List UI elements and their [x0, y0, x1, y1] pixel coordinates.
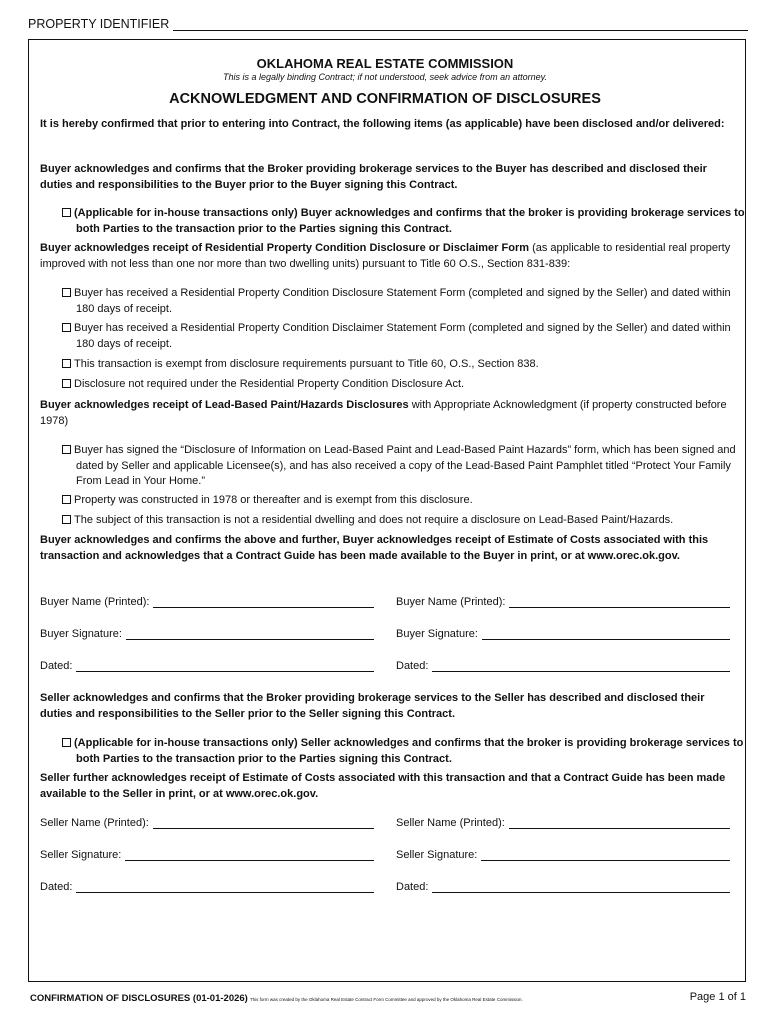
- rpcd-option-label: Disclosure not required under the Residential Property Condition Disclosure Act.: [74, 378, 465, 390]
- seller-signature-label: Seller Signature:: [396, 849, 478, 861]
- property-identifier-field[interactable]: [173, 17, 748, 31]
- lead-paragraph: [40, 398, 732, 429]
- buyer-broker-duties: Buyer acknowledges and confirms that the Broker providing brokerage services to the Buyer has described and disclosed their duties and responsibilities to the Buyer prior to the Buyer signing this Contract.: [40, 163, 707, 191]
- seller-name-field-2: [396, 816, 730, 829]
- buyer-dated-field-2: [396, 659, 730, 672]
- seller-name-label: Seller Name (Printed):: [396, 817, 505, 829]
- seller-dated-input[interactable]: [76, 880, 374, 893]
- buyer-dated-field-1: [40, 659, 374, 672]
- seller-dated-label: Dated:: [396, 881, 429, 893]
- seller-signature-label: Seller Signature:: [40, 849, 122, 861]
- rpcd-option: [62, 321, 746, 352]
- buyer-estimate-text: Buyer acknowledges and confirms the above and further, Buyer acknowledges receipt of Estimate of Costs associated with this transaction and acknowledges that a Contract Guide has been made available to the Buyer in print, or at www.orec.ok.gov.: [40, 534, 709, 562]
- commission-heading: OKLAHOMA REAL ESTATE COMMISSION: [256, 56, 514, 71]
- seller-broker-duties: Seller acknowledges and confirms that the Broker providing brokerage services to the Seller has described and disclosed their duties and responsibilities to the Seller prior to the Seller signing this Contract.: [40, 692, 705, 720]
- property-identifier-label: PROPERTY IDENTIFIER: [28, 17, 170, 31]
- buyer-signature-label: Buyer Signature:: [40, 628, 122, 640]
- rpcd-option-label: Buyer has received a Residential Property Condition Disclaimer Statement Form (completed and signed by the Seller) and dated within 180 days of receipt.: [74, 322, 731, 350]
- rpcd-option: [62, 286, 746, 317]
- buyer-dated-label: Dated:: [40, 660, 73, 672]
- lead-option: [62, 443, 746, 490]
- lead-exempt-checkbox[interactable]: [62, 495, 71, 504]
- buyer-name-input[interactable]: [153, 595, 374, 608]
- seller-inhouse-label: (Applicable for in-house transactions only) Seller acknowledges and confirms that the broker is providing brokerage services to both Parties to the transaction prior to the Parties signing this Contract.: [74, 737, 744, 765]
- buyer-dated-input[interactable]: [432, 659, 730, 672]
- lead-not-residential-checkbox[interactable]: [62, 515, 71, 524]
- buyer-inhouse-option: [62, 206, 746, 237]
- buyer-inhouse-checkbox[interactable]: [62, 208, 71, 217]
- buyer-signature-input[interactable]: [126, 627, 374, 640]
- rpcd-text: (as applicable to residential real property improved with not less than one nor more than two dwelling units) pursuant to Title 60 O.S., Section 831-839:: [40, 242, 731, 270]
- buyer-name-label: Buyer Name (Printed):: [396, 596, 506, 608]
- rpcd-not-required-checkbox[interactable]: [62, 379, 71, 388]
- lead-option-label: The subject of this transaction is not a residential dwelling and does not require a disclosure on Lead-Based Paint/Hazards.: [74, 514, 674, 526]
- seller-name-label: Seller Name (Printed):: [40, 817, 149, 829]
- buyer-signature-input[interactable]: [482, 627, 730, 640]
- property-identifier: [28, 17, 748, 31]
- buyer-name-label: Buyer Name (Printed):: [40, 596, 150, 608]
- rpcd-option: [62, 377, 746, 393]
- form-name: CONFIRMATION OF DISCLOSURES (01-01-2026): [30, 993, 248, 1004]
- rpcd-paragraph: [40, 241, 732, 272]
- lead-signed-checkbox[interactable]: [62, 445, 71, 454]
- rpcd-disclaimer-checkbox[interactable]: [62, 323, 71, 332]
- buyer-name-input[interactable]: [509, 595, 730, 608]
- seller-dated-field-2: [396, 880, 730, 893]
- rpcd-heading: Buyer acknowledges receipt of Residential Property Condition Disclosure or Disclaimer Form: [40, 242, 530, 254]
- seller-signature-field-1: [40, 848, 374, 861]
- rpcd-option-label: Buyer has received a Residential Property Condition Disclosure Statement Form (completed and signed by the Seller) and dated within 180 days of receipt.: [74, 287, 731, 315]
- lead-heading: Buyer acknowledges receipt of Lead-Based Paint/Hazards Disclosures: [40, 399, 409, 411]
- seller-estimate-text: Seller further acknowledges receipt of Estimate of Costs associated with this transaction and that a Contract Guide has been made available to the Seller in print, or at www.orec.ok.gov.: [40, 772, 726, 800]
- seller-dated-input[interactable]: [432, 880, 730, 893]
- page-number: Page 1 of 1: [689, 991, 746, 1003]
- buyer-name-field-1: [40, 595, 374, 608]
- footer-fine-print: This form was created by the Oklahoma Real Estate Contract Form Committee and approved by the Oklahoma Real Estate Commission.: [249, 997, 523, 1002]
- buyer-dated-label: Dated:: [396, 660, 429, 672]
- seller-name-input[interactable]: [509, 816, 730, 829]
- intro-text: It is hereby confirmed that prior to entering into Contract, the following items (as applicable) have been disclosed and/or delivered:: [40, 118, 725, 130]
- lead-option-label: Property was constructed in 1978 or thereafter and is exempt from this disclosure.: [74, 494, 473, 506]
- rpcd-disclosure-checkbox[interactable]: [62, 288, 71, 297]
- rpcd-option: [62, 357, 746, 373]
- seller-name-input[interactable]: [153, 816, 374, 829]
- buyer-name-field-2: [396, 595, 730, 608]
- seller-inhouse-checkbox[interactable]: [62, 738, 71, 747]
- buyer-signature-field-2: [396, 627, 730, 640]
- lead-option-label: Buyer has signed the “Disclosure of Information on Lead-Based Paint and Lead-Based Paint Hazards” form, which has been signed and dated by Seller and applicable Licensee(s), and has also received a copy of the Lead-Based Paint Pamphlet titled “Protect Your Family From Lead in Your Home.”: [74, 444, 736, 487]
- seller-dated-label: Dated:: [40, 881, 73, 893]
- lead-text: with Appropriate Acknowledgment (if property constructed before 1978): [40, 399, 727, 427]
- buyer-signature-label: Buyer Signature:: [396, 628, 478, 640]
- lead-option: [62, 513, 746, 529]
- rpcd-exempt-checkbox[interactable]: [62, 359, 71, 368]
- seller-inhouse-option: [62, 736, 746, 767]
- seller-signature-field-2: [396, 848, 730, 861]
- seller-signature-input[interactable]: [125, 848, 374, 861]
- form-footer: [30, 993, 523, 1004]
- rpcd-option-label: This transaction is exempt from disclosure requirements pursuant to Title 60, O.S., Section 838.: [74, 358, 539, 370]
- buyer-signature-field-1: [40, 627, 374, 640]
- buyer-inhouse-label: (Applicable for in-house transactions only) Buyer acknowledges and confirms that the broker is providing brokerage services to both Parties to the transaction prior to the Parties signing this Contract.: [74, 207, 745, 235]
- buyer-dated-input[interactable]: [76, 659, 374, 672]
- binding-note: This is a legally binding Contract; if not understood, seek advice from an attorney.: [222, 72, 547, 82]
- seller-dated-field-1: [40, 880, 374, 893]
- seller-name-field-1: [40, 816, 374, 829]
- seller-signature-input[interactable]: [481, 848, 730, 861]
- form-title: ACKNOWLEDGMENT AND CONFIRMATION OF DISCLOSURES: [169, 91, 601, 107]
- lead-option: [62, 493, 746, 509]
